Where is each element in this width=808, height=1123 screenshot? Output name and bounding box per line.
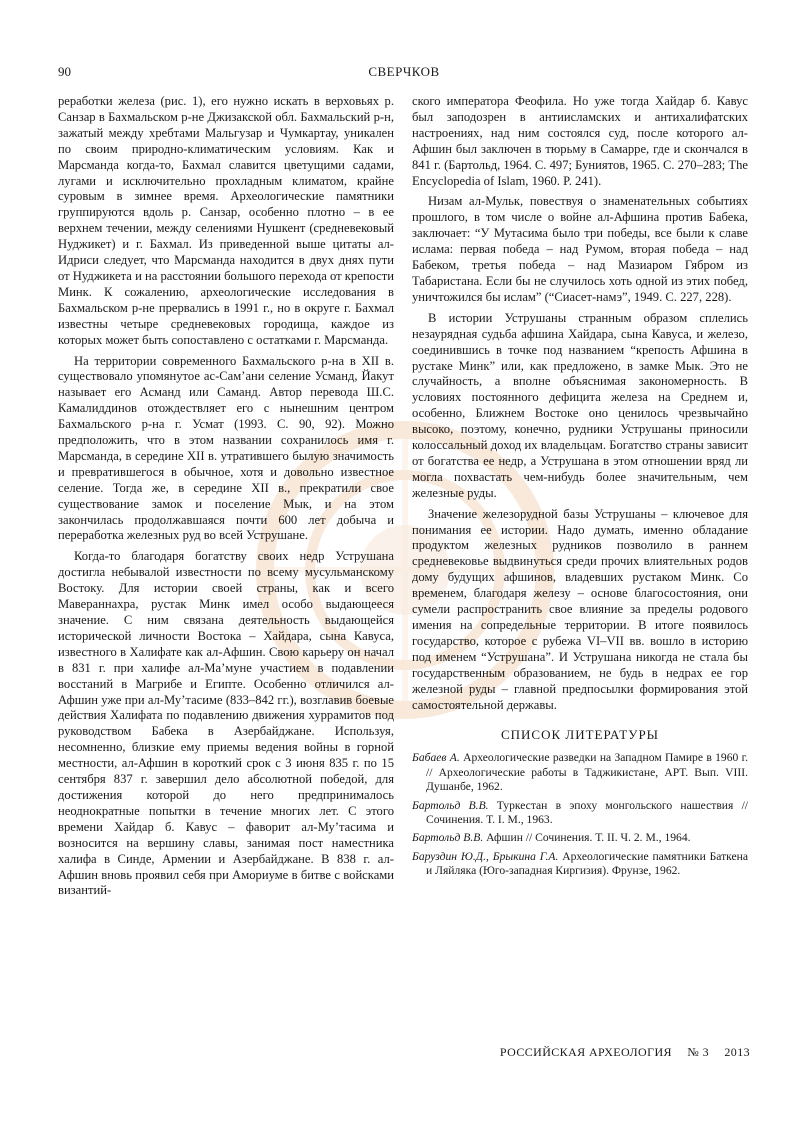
reference-author: Баруздин Ю.Д., Брыкина Г.А. <box>412 849 559 863</box>
paragraph: Когда-то благодаря богатству своих недр Уструшана достигла небывалой известности по всему мусульманскому Востоку. Для истории своей страны, как и всего Мавераннахра, рустак Минк имел особо выдающееся значение. С ним связана деятельность выдающейся исторической личности Востока – Хайдара, сына Кавуса, известного в Халифате как ал-Афшин. Свою карьеру он начал в 831 г. при халифе ал-Ма’муне участием в подавлении восстаний в Магрибе и Египте. Особенно отличился ал-Афшин уже при ал-Му’тасиме (833–842 гг.), возглавив боевые действия Халифата по подавлению движения хуррамитов под руководством Бабека в Азербайджане. Используя, несомненно, близкие ему приемы ведения войны в горной местности, ал-Афшин в короткий срок с 3 июня 835 г. по 15 сентября 837 г. завершил дело абсолютной победой, для достижения которой до него предпринималось неоднократные попытки в течение многих лет. С этого времени Хайдар б. Кавус – фаворит ал-Му’тасима и возносится на вершину славы, занимая пост наместника халифа в Синде, Армении и Азербайджане. В 838 г. ал-Афшин вновь проявил себя при Амориуме в битве с войсками византий- <box>58 549 394 898</box>
left-column <box>58 94 394 904</box>
reference-item <box>412 850 748 879</box>
references-title: СПИСОК ЛИТЕРАТУРЫ <box>500 727 660 743</box>
reference-text: Археологические памятники Баткена и Ляйляка (Юго-западная Киргизия). Фрунзе, 1962. <box>426 849 748 878</box>
paragraph: На территории современного Бахмальского р-на в XII в. существовало упомянутое ас-Сам’ани селение Усманд, Йакут называет его Асманд или Саманд. Автор перевода Ш.С. Камалиддинов отождествляет его с нынешним центром Бахмальского р-на г. Усмат (1993. С. 90, 92). Можно предположить, что в этом названии сохранилось имя г. Марсманда, в середине XII в. утратившего былую значимость и превратившегося в обычное, хотя и довольно известное селение. Тогда же, в середине XII в., прекратили свое существование замок и поселение Мык, и на этом закончилась продолжавшаяся почти 600 лет добыча и переработка железных руд во всей Уструшане. <box>58 353 394 543</box>
paragraph: реработки железа (рис. 1), его нужно искать в верховьях р. Санзар в Бахмальском р-не Джизакской обл. Бахмальский р-н, зажатый между хребтами Мальгузар и Чумкартау, уникален по своим природно-климатическим условиям. Как и Марсманда когда-то, Бахмал славится цветущими садами, лугами и исключительно прохладным климатом, крайне суровым в зимнее время. Археологические памятники группируются вдоль р. Санзар, особенно плотно – в ее верхнем течении, между селениями Нушкент (средневековый Нуджикет) и г. Бахмал. Из приведенной выше цитаты ал-Идриси следует, что Марсманда находится в двух днях пути от Нуджикета и на расстоянии большого перехода от крепости Минк. К сожалению, археологические исследования в Бахмальском р-не прервались в 1991 г., но в округе г. Бахмал известны четыре средневековых городища, каждое из которых может быть сопоставлено с остатками г. Марсманда. <box>58 94 394 347</box>
journal-footer <box>488 1045 750 1060</box>
journal-name: РОССИЙСКАЯ АРХЕОЛОГИЯ <box>499 1045 672 1059</box>
reference-author: Бартольд В.В. <box>412 798 489 812</box>
reference-item <box>412 831 748 845</box>
reference-text: Туркестан в эпоху монгольского нашествия // Сочинения. Т. I. М., 1963. <box>426 798 749 826</box>
paragraph: Низам ал-Мульк, повествуя о знаменательных событиях прошлого, в том числе о войне ал-Афшина против Бабека, заключает: “У Мутасима было три победы, все были к славе ислама: первая победа – над Румом, вторая победа – над Бабеком, третья победа – над Мазиаром Гябром из Табаристана. Если бы не случилось хоть одной из этих побед, уничтожился бы ислам” (“Сиасет-намэ”, 1949. С. 227, 228). <box>412 194 748 304</box>
reference-item <box>412 799 748 828</box>
paragraph: ского императора Феофила. Но уже тогда Хайдар б. Кавус был заподозрен в антиисламских и антихалифатских настроениях, над ним состоялся суд, после которого ал-Афшин был заключен в тюрьму в Самарре, где и скончался в 841 г. (Бартольд, 1964. С. 497; Буниятов, 1965. С. 270–283; The Encyclopedia of Islam, 1960. P. 241). <box>412 94 748 188</box>
paragraph: Значение железорудной базы Уструшаны – ключевое для понимания ее истории. Надо думать, именно обладание продуктом железных рудников позволило в раннем средневековье выдвинуться среди прочих влиятельных родов дому будущих афшинов, владевших рустаком Минк. Со временем, благодаря железу – основе благосостояния, они сумели распространить свое влияние за пределы родового имения на сопредельные территории. В итоге появилось государство, которое с рубежа VI–VII вв. вошло в историю под именем “Уструшана”. И Уструшана никогда не стала бы государственным образованием, не будь в недрах ее гор железной руды – главной предпосылки формирования этой самостоятельной державы. <box>412 506 748 712</box>
reference-text: Афшин // Сочинения. Т. II. Ч. 2. М., 1964. <box>483 831 691 845</box>
reference-text: Археологические разведки на Западном Памире в 1960 г. // Археологические работы в Таджикистане, АРТ. Вып. VIII. Душанбе, 1962. <box>426 751 749 794</box>
reference-author: Бабаев А. <box>412 751 460 765</box>
right-column <box>412 94 748 883</box>
journal-year: 2013 <box>724 1045 750 1059</box>
journal-issue: № 3 <box>687 1045 709 1059</box>
reference-author: Бартольд В.В. <box>412 831 484 845</box>
reference-item <box>412 751 748 794</box>
running-head: СВЕРЧКОВ <box>368 64 440 79</box>
page-number: 90 <box>58 64 71 79</box>
paragraph: В истории Уструшаны странным образом сплелись незаурядная судьба афшина Хайдара, сына Кавуса, и железо, соединившись в точке под названием “крепость Афшина в рустаке Минк” или, как предложено, в замке Мык. Это не случайность, а вполне объяснимая закономерность. В условиях постоянного дефицита железа на Среднем и, особенно, Ближнем Востоке оно ценилось чрезвычайно высоко, поэтому, конечно, рудники Уструшаны приносили колоссальный доход их владельцам. Богатство страны зависит от богатства ее недр, а Уструшана в этом отношении вряд ли могла похвастать чем-нибудь более значительным, чем железные руды. <box>412 310 748 500</box>
